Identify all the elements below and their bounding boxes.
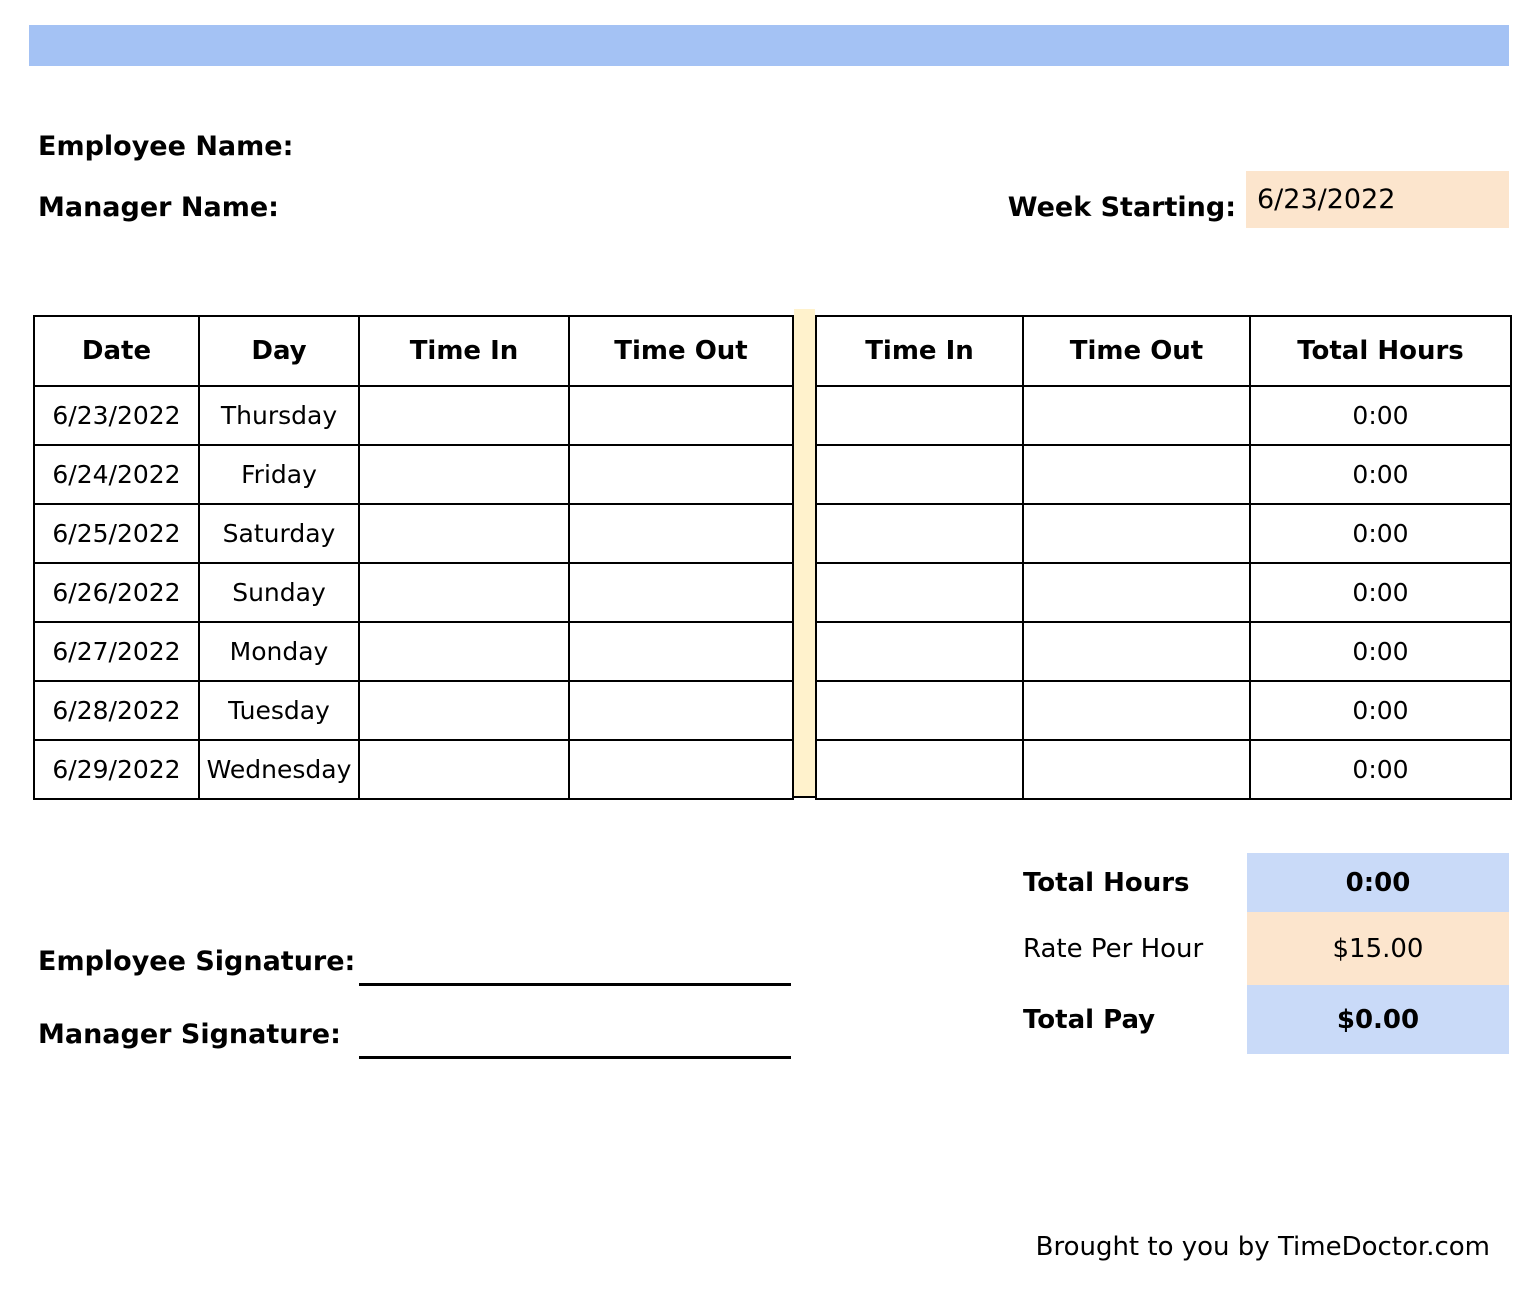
time-in-cell[interactable] [359, 563, 569, 622]
time-in-cell[interactable] [816, 504, 1023, 563]
date-cell: 6/24/2022 [34, 445, 199, 504]
employee-signature-label: Employee Signature: [38, 946, 356, 977]
time-in-cell[interactable] [816, 563, 1023, 622]
table-row [816, 445, 1511, 504]
time-out-cell[interactable] [569, 445, 793, 504]
time-out-cell[interactable] [1023, 563, 1250, 622]
date-cell: 6/27/2022 [34, 622, 199, 681]
rate-per-hour-label: Rate Per Hour [1023, 933, 1204, 964]
time-in-cell[interactable] [816, 386, 1023, 445]
date-cell: 6/26/2022 [34, 563, 199, 622]
time-out-cell[interactable] [569, 681, 793, 740]
time-in-cell[interactable] [359, 504, 569, 563]
time-out-cell[interactable] [1023, 504, 1250, 563]
table-divider-stripe [794, 309, 815, 798]
total-hours-value: 0:00 [1247, 853, 1509, 912]
time-in-cell[interactable] [359, 740, 569, 799]
col-header-time-out-1: Time Out [569, 316, 793, 386]
col-header-day: Day [199, 316, 359, 386]
day-cell: Wednesday [199, 740, 359, 799]
time-in-cell[interactable] [359, 681, 569, 740]
table-row [816, 504, 1511, 563]
total-hours-cell: 0:00 [1250, 740, 1511, 799]
time-in-cell[interactable] [816, 681, 1023, 740]
totals-summary [1023, 853, 1509, 1054]
time-out-cell[interactable] [569, 622, 793, 681]
date-cell: 6/28/2022 [34, 681, 199, 740]
table-row [34, 445, 793, 504]
week-starting-value[interactable]: 6/23/2022 [1246, 171, 1509, 228]
day-cell: Tuesday [199, 681, 359, 740]
table-row [816, 740, 1511, 799]
col-header-date: Date [34, 316, 199, 386]
time-in-cell[interactable] [816, 445, 1023, 504]
time-in-cell[interactable] [359, 445, 569, 504]
time-out-cell[interactable] [569, 563, 793, 622]
table-row [34, 504, 793, 563]
timesheet-table-right [815, 315, 1512, 800]
total-hours-cell: 0:00 [1250, 504, 1511, 563]
total-hours-cell: 0:00 [1250, 563, 1511, 622]
total-hours-cell: 0:00 [1250, 681, 1511, 740]
rate-per-hour-row [1023, 912, 1509, 985]
total-pay-row [1023, 985, 1509, 1054]
time-in-cell[interactable] [816, 740, 1023, 799]
table-row [34, 622, 793, 681]
day-cell: Friday [199, 445, 359, 504]
timesheet-table [33, 315, 1512, 800]
date-cell: 6/25/2022 [34, 504, 199, 563]
col-header-total-hours: Total Hours [1250, 316, 1511, 386]
total-pay-value: $0.00 [1247, 985, 1509, 1054]
time-out-cell[interactable] [1023, 681, 1250, 740]
manager-signature-label: Manager Signature: [38, 1019, 341, 1050]
header-bar [29, 25, 1509, 66]
time-out-cell[interactable] [569, 740, 793, 799]
total-hours-row [1023, 853, 1509, 912]
table-row [816, 622, 1511, 681]
time-out-cell[interactable] [1023, 386, 1250, 445]
date-cell: 6/29/2022 [34, 740, 199, 799]
time-in-cell[interactable] [816, 622, 1023, 681]
day-cell: Monday [199, 622, 359, 681]
day-cell: Saturday [199, 504, 359, 563]
table-row [816, 386, 1511, 445]
table-row [34, 681, 793, 740]
week-starting-label: Week Starting: [1007, 192, 1236, 223]
time-in-cell[interactable] [359, 386, 569, 445]
time-out-cell[interactable] [1023, 740, 1250, 799]
time-out-cell[interactable] [569, 386, 793, 445]
table-row [816, 681, 1511, 740]
footer-credit: Brought to you by TimeDoctor.com [1035, 1232, 1490, 1262]
day-cell: Thursday [199, 386, 359, 445]
total-hours-label: Total Hours [1023, 867, 1190, 898]
employee-signature-line[interactable] [359, 983, 791, 986]
time-out-cell[interactable] [1023, 445, 1250, 504]
total-pay-label: Total Pay [1023, 1004, 1156, 1035]
rate-per-hour-value[interactable]: $15.00 [1247, 912, 1509, 985]
time-in-cell[interactable] [359, 622, 569, 681]
table-row [816, 563, 1511, 622]
manager-signature-line[interactable] [359, 1056, 791, 1059]
table-row [34, 386, 793, 445]
day-cell: Sunday [199, 563, 359, 622]
col-header-time-in-2: Time In [816, 316, 1023, 386]
employee-name-label: Employee Name: [38, 131, 294, 162]
timesheet-table-left [33, 315, 794, 800]
total-hours-cell: 0:00 [1250, 386, 1511, 445]
total-hours-cell: 0:00 [1250, 622, 1511, 681]
total-hours-cell: 0:00 [1250, 445, 1511, 504]
table-row [34, 563, 793, 622]
table-row [34, 740, 793, 799]
date-cell: 6/23/2022 [34, 386, 199, 445]
time-out-cell[interactable] [569, 504, 793, 563]
manager-name-label: Manager Name: [38, 192, 279, 223]
col-header-time-in-1: Time In [359, 316, 569, 386]
col-header-time-out-2: Time Out [1023, 316, 1250, 386]
time-out-cell[interactable] [1023, 622, 1250, 681]
